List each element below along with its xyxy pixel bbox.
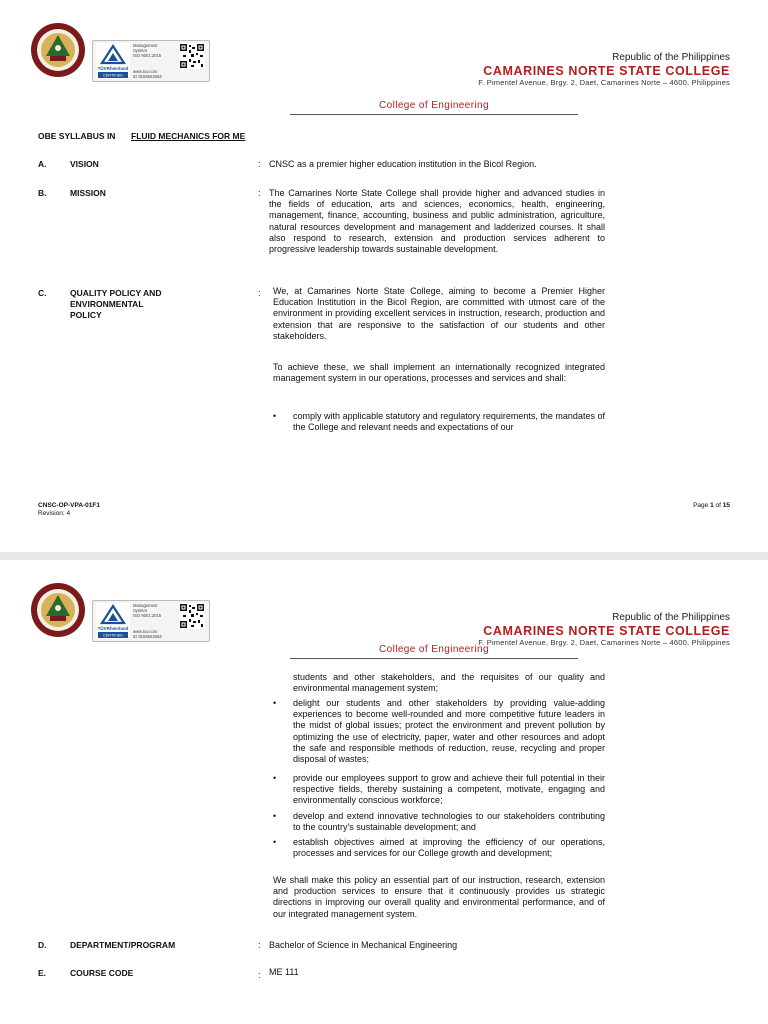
college-name: CAMARINES NORTE STATE COLLEGE (483, 624, 730, 638)
colon: : (258, 188, 261, 198)
syllabus-prefix: OBE SYLLABUS IN (38, 131, 116, 141)
iso-certification-badge (92, 40, 210, 82)
course-code-letter: E. (38, 968, 47, 978)
cert-line: ISO 9001:2015 (133, 613, 162, 618)
tuv-logo-icon (96, 43, 130, 79)
cert-info (133, 43, 161, 58)
policy-bullet: • comply with applicable statutory and regulatory requirements, the mandates of the College and relevant needs and expectations of our (293, 411, 605, 433)
colon: : (258, 970, 261, 980)
quality-label-line: POLICY (70, 310, 102, 320)
syllabus-title: FLUID MECHANICS FOR ME (131, 131, 246, 141)
tuv-certified-text: CERTIFIED (103, 73, 123, 78)
republic-text: Republic of the Philippines (612, 612, 730, 623)
cert-info (133, 603, 161, 618)
department-header: College of Engineering (290, 100, 578, 115)
vision-text: CNSC as a premier higher education institution in the Bicol Region. (269, 159, 537, 169)
quality-label-line: QUALITY POLICY AND (70, 288, 162, 298)
page-total: 15 (722, 502, 730, 509)
cert-line: System (133, 48, 147, 53)
cert-url-block (133, 629, 162, 639)
quality-label (70, 288, 161, 321)
cert-line: ISO 9001:2015 (133, 53, 162, 58)
department-value: Bachelor of Science in Mechanical Engineering (269, 940, 458, 950)
quality-para-2: To achieve these, we shall implement an internationally recognized integrated management system in our operations, processes and services and shall: (273, 362, 605, 384)
of-word: of (715, 502, 721, 509)
tuv-certified-text: CERTIFIED (103, 633, 123, 638)
quality-letter: C. (38, 288, 47, 298)
college-header (478, 52, 730, 88)
colon: : (258, 940, 261, 950)
page-word: Page (693, 502, 709, 509)
cert-url: www.tuv.com (133, 629, 158, 634)
cert-url-block (133, 69, 162, 79)
college-address: F. Pimentel Avenue, Brgy. 2, Daet, Camarines Norte – 4600, Philippines (478, 638, 730, 647)
policy-bullet-continued: students and other stakeholders, and the requisites of our quality and environmental management system; (293, 672, 605, 694)
iso-certification-badge (92, 600, 210, 642)
college-header (478, 612, 730, 648)
cert-id: ID 9108652653 (133, 634, 162, 639)
tuv-logo-icon (96, 603, 130, 639)
cert-url: www.tuv.com (133, 69, 158, 74)
vision-label: VISION (70, 159, 99, 169)
republic-text: Republic of the Philippines (612, 52, 730, 63)
doc-revision: Revision: 4 (38, 510, 71, 517)
colon: : (258, 288, 261, 298)
page-number: 1 (710, 502, 714, 509)
policy-bullet: • provide our employees support to grow and achieve their full potential in their respective fields, thereby sustaining a competent, motivate, engaging and environmentally conscious workforce; (293, 773, 605, 807)
qr-code-icon (179, 43, 205, 69)
quality-para-1: We, at Camarines Norte State College, aiming to become a Premier Higher Education Institution in the Bicol Region, are committed with utmost care of the environment in providing excellent services in instruction, research, production and extension that are responsive to the satisfaction of our students and other stakeholders. (273, 286, 605, 341)
department-header: College of Engineering (290, 644, 578, 659)
cert-line: Management (133, 603, 158, 608)
tuv-brand-text: TÜVRheinland (97, 626, 129, 631)
course-code-label: COURSE CODE (70, 968, 134, 978)
college-seal-logo (30, 582, 86, 638)
course-code-value: ME 111 (269, 967, 299, 977)
policy-bullet: • delight our students and other stakeholders by providing value-adding experiences to become well-rounded and more competitive future leaders in the midst of global issues; protect the environment and prevent pollution by optimizing the use of electricity, paper, water and other resources and adopt the safe and responsible methods of reduction, reuse, recycling and proper disposal of wastes; (293, 698, 605, 765)
college-name: CAMARINES NORTE STATE COLLEGE (483, 64, 730, 78)
college-seal-logo (30, 22, 86, 78)
qr-code-icon (179, 603, 205, 629)
policy-bullet: • develop and extend innovative technologies to our stakeholders contributing to the country's sustainable development; and (293, 811, 605, 833)
department-letter: D. (38, 940, 47, 950)
quality-label-line: ENVIRONMENTAL (70, 299, 144, 309)
doc-code: CNSC-OP-VPA-01F1 (38, 502, 101, 509)
cert-id: ID 9108652653 (133, 74, 162, 79)
mission-label: MISSION (70, 188, 106, 198)
colon: : (258, 159, 261, 169)
cert-line: System (133, 608, 147, 613)
college-address: F. Pimentel Avenue, Brgy. 2, Daet, Camarines Norte – 4600, Philippines (478, 78, 730, 87)
policy-bullet: • establish objectives aimed at improving the efficiency of our operations, processes and services for our College growth and development; (293, 837, 605, 859)
department-label: DEPARTMENT/PROGRAM (70, 940, 176, 950)
page-indicator (693, 502, 730, 509)
policy-closing: We shall make this policy an essential part of our instruction, research, extension and production services to ensure that it continuously provides us strategic directions in improving our overall quality and environmental performance, and of our integrated management system. (273, 875, 605, 919)
syllabus-page-2 (0, 560, 768, 1024)
tuv-brand-text: TÜVRheinland (97, 66, 129, 71)
mission-letter: B. (38, 188, 47, 198)
vision-letter: A. (38, 159, 47, 169)
cert-line: Management (133, 43, 158, 48)
mission-text: The Camarines Norte State College shall provide higher and advanced studies in the fields of education, arts and sciences, economics, health, engineering, management, finance, accounting, business and public administration, agriculture, natural resources development and management and ladderized courses. It shall also respond to research, extension and production services adherent to progressive leadership towards sustainable development. (269, 188, 605, 255)
